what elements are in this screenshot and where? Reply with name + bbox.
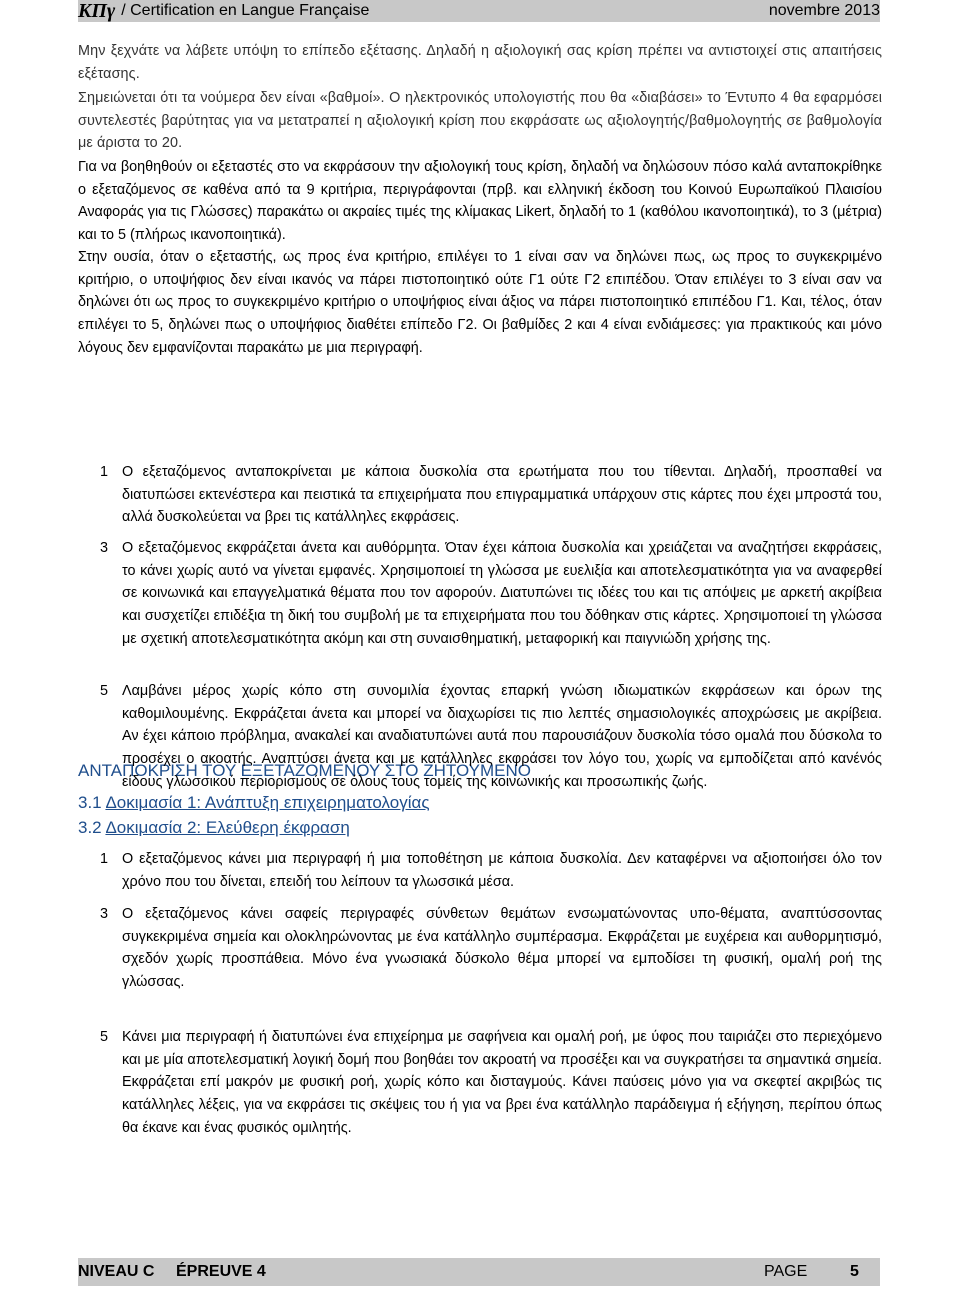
page-footer [78,1258,880,1286]
item-text: Ο εξεταζόμενος κάνει μια περιγραφή ή μια τοποθέτηση με κάποια δυσκολία. Δεν καταφέρνει να αξιοποιήσει όλο τον χρόνο που του δίνεται, επειδή του λείπουν τα γλωσσικά μέσα. [122,851,882,890]
section-number: 3.1 [78,793,102,812]
section-heading-1 [78,793,430,813]
item-text: Ο εξεταζόμενος ανταποκρίνεται με κάποια δυσκολία στα ερωτήματα που του τίθενται. Δηλαδή, προσπαθεί να διατυπώσει εκτενέστερα και πειστικά τα επιχειρήματα που επιγραμματικά υπάρχουν στις κάρτες που έχει μπροστά του, αλλά δυσκολεύεται να βρει τις κατάλληλες εκφράσεις. [122,464,882,526]
item-score: 1 [100,464,109,480]
page-header [78,0,880,22]
main-heading: ΑΝΤΑΠΟΚΡΙΣΗ ΤΟΥ ΕΞΕΤΑΖΟΜΕΝΟΥ ΣΤΟ ΖΗΤΟΥΜΕΝΟ [78,761,531,780]
list-item [78,1026,882,1140]
footer-page-label: PAGE [764,1263,808,1280]
list-item [78,903,882,994]
item-score: 3 [100,540,109,556]
list-item [78,680,882,794]
item-text: Κάνει μια περιγραφή ή διατυπώνει ένα επιχείρημα με σαφήνεια και ομαλή ροή, με ύφος που ταιριάζει στο περιεχόμενο και με μία αποτελεσματική λογική δομή που βοηθάει τον ακροατή να προσέξει και να συγκρατήσει τα σημαντικά σημεία. Εκφράζεται επί μακρόν με φυσική ροή, χωρίς κόπο και δισταγμούς. Κάνει παύσεις μόνο για να σκεφτεί ακριβώς τις κατάλληλες λέξεις, για να εκφράσει τις σκέψεις του ή για να βρει ένα κατάλληλο παράδειγμα ή εξήγηση, περίπου όπως θα έκανε και ένας φυσικός ομιλητής. [122,1029,882,1136]
item-score: 1 [100,851,109,867]
footer-page-number: 5 [850,1263,859,1280]
section-title: Δοκιμασία 2: Ελεύθερη έκφραση [105,818,350,837]
item-text: Ο εξεταζόμενος κάνει σαφείς περιγραφές σύνθετων θεμάτων ενσωματώνοντας υπο-θέματα, αναπτύσσοντας συγκεκριμένα σημεία και ολοκληρώνοντας με ένα κατάλληλο συμπέρασμα. Εκφράζεται με ευχέρεια και αυθορμητισμό, σχεδόν χωρίς προσπάθεια. Μόνο ένα γνωσιακά δύσκολο θέμα μπορεί να εμποδίσει τη φυσική, ομαλή ροή της γλώσσας. [122,906,882,991]
item-text: Ο εξεταζόμενος εκφράζεται άνετα και αυθόρμητα. Όταν έχει κάποια δυσκολία και χρειάζεται να αναζητήσει εκφράσεις, το κάνει χωρίς αυτό να γίνεται εμφανές. Χρησιμοποιεί τη γλώσσα με ευελιξία και αποτελεσματικότητα για να αναφερθεί σε κοινωνικά και επαγγελματικά θέματα που τον αφορούν. Διατυπώνει τις ιδέες του και τις απόψεις με αρκετή ακρίβεια και συσχετίζει επιδέξια τη δική του συμβολή με τα επιχειρήματα που του δόθηκαν στις κάρτες. Χρησιμοποιεί τη γλώσσα με σχετική αποτελεσματικότητα ακόμη και στη συναισθηματική, μεταφορική και παιγνιώδη χρήσης της. [122,540,882,647]
intro-paragraph-1: Μην ξεχνάτε να λάβετε υπόψη το επίπεδο εξέτασης. Δηλαδή η αξιολογική σας κρίση πρέπει να αντιστοιχεί στις απαιτήσεις εξέτασης. [78,43,882,82]
header-title: / Certification en Langue Française [121,2,370,19]
list-item [78,461,882,529]
header-date: novembre 2013 [768,2,880,19]
footer-niveau: NIVEAU C [78,1263,155,1280]
intro-paragraph-2: Σημειώνεται ότι τα νούμερα δεν είναι «βαθμοί». Ο ηλεκτρονικός υπολογιστής που θα «διαβάσει» το Έντυπο 4 θα εφαρμόσει συντελεστές βαρύτητας για να μετατραπεί η αξιολογική κρίση που εκφράσατε ως αξιολογητής/βαθμολογητής σε βαθμολογία με άριστα το 20. [78,90,882,152]
item-score: 3 [100,906,109,922]
item-score: 5 [100,683,109,699]
section-heading-2 [78,818,350,838]
brand-logo: ΚΠγ [78,0,116,22]
list-item [78,537,882,651]
section-title: Δοκιμασία 1: Ανάπτυξη επιχειρηματολογίας [105,793,430,812]
footer-epreuve: ÉPREUVE 4 [176,1263,266,1280]
intro-paragraph-3: Για να βοηθηθούν οι εξεταστές στο να εκφράσουν την αξιολογική τους κρίση, δηλαδή να δηλώσουν πόσο καλά ανταποκρίθηκε ο εξεταζόμενος σε καθένα από τα 9 κριτήρια, περιγράφονται (πρβ. και ελληνική έκδοση του Κοινού Ευρωπαϊκού Πλαισίου Αναφοράς για τις Γλώσσες) παρακάτω οι ακραίες τιμές της κλίμακας Likert, δηλαδή το 1 (καθόλου ικανοποιητικά), το 3 (μέτρια) και το 5 (πλήρως ικανοποιητικά). [78,159,882,244]
section-number: 3.2 [78,818,102,837]
item-score: 5 [100,1029,109,1045]
list-item [78,848,882,893]
item-text: Λαμβάνει μέρος χωρίς κόπο στη συνομιλία έχοντας επαρκή γνώση ιδιωματικών εκφράσεων και όρων της καθομιλουμένης. Εκφράζεται άνετα και μπορεί να διαχωρίσει τις πιο λεπτές σημασιολογικές αποχρώσεις με ακρίβεια. Αν έχει κάποιο πρόβλημα, ανακαλεί και αναδιατυπώνει αυτά που παρουσιάζουν δυσκολία τόσο ομαλά που δύσκολα το προσέχει ο ακοατής. Αναπτύσει άνετα και με κατάλληλες εκφράσει τον λόγο του, χωρίς να εμποδίζεται από κανένός είδους γλωσσικού περιορισμούς σε όλους τους τομείς της κοινωνικής και προσωπικής ζωής. [122,683,882,790]
intro-paragraph-4: Στην ουσία, όταν ο εξεταστής, ως προς ένα κριτήριο, επιλέγει το 1 είναι σαν να δηλώνει πως, ως προς το συγκεκριμένο κριτήριο, ο υποψήφιος δεν είναι ικανός να πάρει πιστοποιητικό ούτε Γ1 ούτε Γ2 επιπέδου. Όταν επιλέγει το 3 είναι σαν να δηλώνει ότι ως προς το συγκεκριμένο κριτήριο ο υποψήφιος είναι άξιος να πάρει πιστοποιητικό επιπέδου Γ1. Και, τέλος, όταν επιλέγει το 5, δηλώνει πως ο υποψήφιος διαθέτει επίπεδο Γ2. Οι βαθμίδες 2 και 4 είναι ενδιάμεσες: για πρακτικούς και μόνο λόγους δεν εμφανίζονται παρακάτω με μια περιγραφή. [78,249,882,356]
